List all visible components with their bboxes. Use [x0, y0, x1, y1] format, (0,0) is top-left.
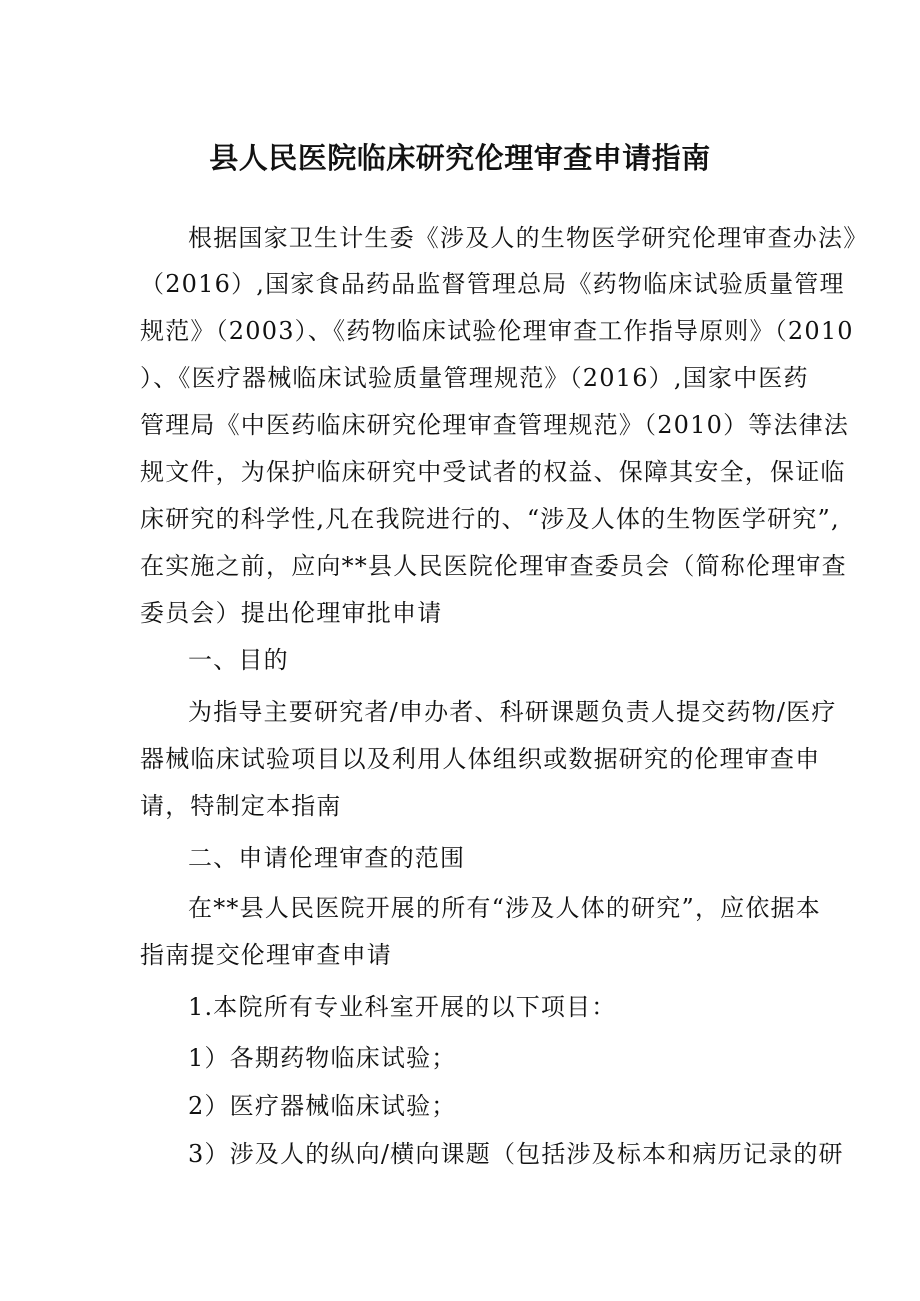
intro-line: 床研究的科学性,凡在我院进行的、“涉及人体的生物医学研究”, — [140, 505, 840, 533]
sub-list-item: 2）医疗器械临床试验； — [188, 1092, 457, 1120]
list-item-1: 1.本院所有专业科室开展的以下项目： — [188, 993, 617, 1021]
intro-line: （2016）,国家食品药品监督管理总局《药物临床试验质量管理 — [140, 270, 845, 298]
section-line: 为指导主要研究者/申办者、科研课题负责人提交药物/医疗 — [188, 698, 837, 726]
document-title: 县人民医院临床研究伦理审查申请指南 — [209, 141, 711, 175]
intro-line: 委员会）提出伦理审批申请 — [140, 599, 443, 627]
intro-line: 管理局《中医药临床研究伦理审查管理规范》（2010）等法律法 — [140, 411, 850, 439]
section-line: 在**县人民医院开展的所有“涉及人体的研究”，应依据本 — [188, 894, 821, 922]
section-heading-scope: 二、申请伦理审查的范围 — [188, 844, 466, 872]
intro-line: 在实施之前，应向**县人民医院伦理审查委员会（简称伦理审查 — [140, 552, 847, 580]
sub-list-item: 3）涉及人的纵向/横向课题（包括涉及标本和病历记录的研 — [188, 1140, 844, 1168]
section-heading-purpose: 一、目的 — [188, 646, 289, 674]
intro-line: 规范》（2003）、《药物临床试验伦理审查工作指导原则》（2010 — [140, 317, 854, 345]
sub-list-item: 1）各期药物临床试验； — [188, 1044, 457, 1072]
section-line: 指南提交伦理审查申请 — [140, 941, 392, 969]
intro-line: 规文件，为保护临床研究中受试者的权益、保障其安全，保证临 — [140, 458, 846, 486]
intro-line: ）、《医疗器械临床试验质量管理规范》（2016）,国家中医药 — [140, 364, 809, 392]
section-line: 器械临床试验项目以及利用人体组织或数据研究的伦理审查申 — [140, 745, 821, 773]
intro-line: 根据国家卫生计生委《涉及人的生物医学研究伦理审查办法》 — [188, 224, 869, 252]
section-line: 请，特制定本指南 — [140, 792, 342, 820]
